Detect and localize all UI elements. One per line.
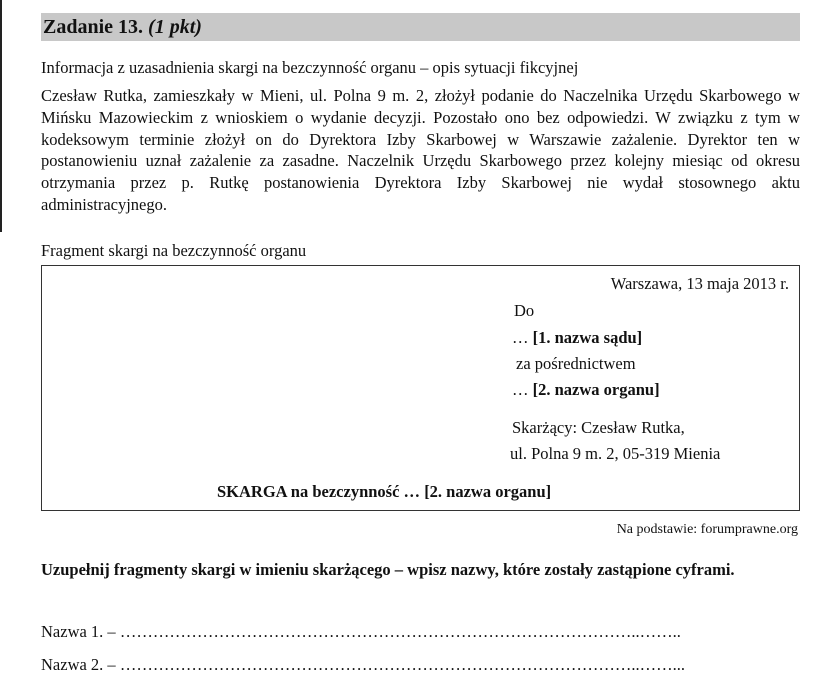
organ-line bbox=[512, 380, 660, 400]
intro-line: Informacja z uzasadnienia skargi na bezczynność organu – opis sytuacji fikcyjnej bbox=[41, 58, 579, 77]
task-label: Zadanie 13. bbox=[43, 16, 144, 38]
plaintiff-address: ul. Polna 9 m. 2, 05-319 Mienia bbox=[510, 444, 721, 463]
organ-ellipsis: … bbox=[512, 380, 533, 399]
source-note: Na podstawie: forumprawne.org bbox=[616, 522, 798, 537]
answer-1-blank[interactable]: …………………………………………………………………………………..…….. bbox=[119, 622, 681, 641]
complaint-placeholder: [2. nazwa organu] bbox=[424, 482, 552, 501]
case-description: Czesław Rutka, zamieszkały w Mieni, ul. Polna 9 m. 2, złożył podanie do Naczelnika Urzędu Skarbowego w Mińsku Mazowieckim z wnioskiem o wydanie decyzji. Pozostało ono bez odpowiedzi. W związku z tym w kodeksowym terminie złożył on do Dyrektora Izby Skarbowej w Warszawie zażalenie. Dyrektor ten w postanowieniu uznał zażalenie za zasadne. Naczelnik Urzędu Skarbowego przez kolejny miesiąc od okresu otrzymania przez p. Rutkę postanowienia Dyrektora Izby Skarbowej nie wydał stosownego aktu administracyjnego. bbox=[41, 86, 800, 214]
addressee-label: Do bbox=[514, 301, 535, 320]
page-edge-rule bbox=[0, 0, 2, 232]
answer-1-label: Nazwa 1. – bbox=[41, 622, 120, 641]
task-header bbox=[41, 13, 800, 41]
answer-line-1 bbox=[41, 622, 681, 642]
court-ellipsis: … bbox=[512, 328, 533, 347]
task-instruction: Uzupełnij fragmenty skargi w imieniu skarżącego – wpisz nazwy, które zostały zastąpione cyframi. bbox=[41, 560, 735, 579]
complaint-prefix: SKARGA na bezczynność … bbox=[217, 482, 425, 501]
plaintiff-line: Skarżący: Czesław Rutka, bbox=[512, 418, 685, 437]
court-line bbox=[512, 328, 642, 348]
via-label: za pośrednictwem bbox=[516, 354, 636, 373]
fragment-title: Fragment skargi na bezczynność organu bbox=[41, 241, 307, 260]
answer-2-blank[interactable]: …………………………………………………………………………………..……... bbox=[119, 655, 685, 674]
organ-placeholder: [2. nazwa organu] bbox=[532, 380, 660, 399]
task-points: (1 pkt) bbox=[148, 16, 202, 38]
complaint-fragment-box bbox=[41, 265, 800, 511]
answer-2-label: Nazwa 2. – bbox=[41, 655, 120, 674]
court-placeholder: [1. nazwa sądu] bbox=[532, 328, 643, 347]
complaint-title bbox=[217, 482, 551, 502]
answer-line-2 bbox=[41, 655, 685, 675]
place-date: Warszawa, 13 maja 2013 r. bbox=[610, 274, 789, 293]
